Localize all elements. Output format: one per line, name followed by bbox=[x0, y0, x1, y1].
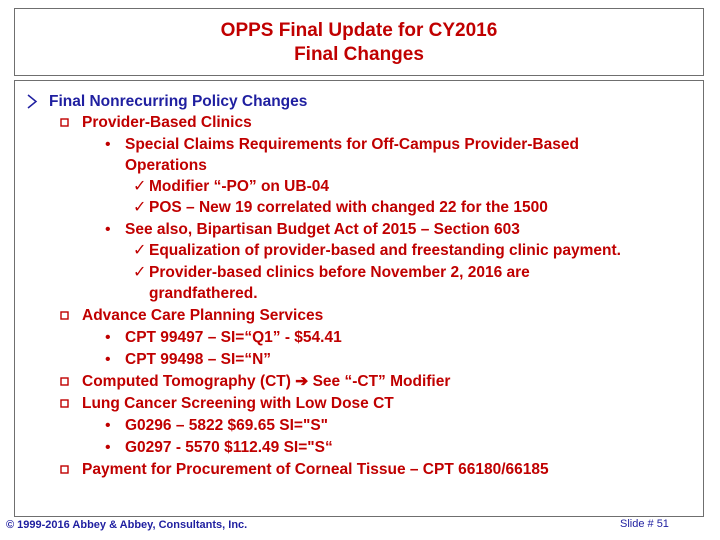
check-equalization bbox=[15, 240, 703, 261]
cpt-99497-text: CPT 99497 – SI=“Q1” - $54.41 bbox=[125, 329, 342, 346]
square-bullet-icon bbox=[60, 459, 70, 488]
check-grandfathered-text-line2: grandfathered. bbox=[149, 285, 258, 302]
advance-care-text: Advance Care Planning Services bbox=[82, 307, 324, 324]
check-grandfathered bbox=[15, 262, 703, 283]
slide-number: Slide # 51 bbox=[620, 518, 669, 530]
cpt-99498-text: CPT 99498 – SI=“N” bbox=[125, 351, 272, 368]
slide-content-box bbox=[14, 80, 704, 517]
round-bullet-icon: • bbox=[105, 329, 111, 346]
g0296-text: G0296 – 5822 $69.65 SI="S" bbox=[125, 417, 329, 434]
checkmark-icon: ✓ bbox=[133, 199, 147, 216]
check-grandfathered-text: Provider-based clinics before November 2, 2016 are bbox=[149, 264, 530, 281]
heading-text: Final Nonrecurring Policy Changes bbox=[49, 93, 308, 110]
bullet-cpt-99498 bbox=[15, 349, 703, 370]
check-pos bbox=[15, 197, 703, 218]
special-claims-continuation bbox=[15, 155, 703, 176]
special-claims-text: Special Claims Requirements for Off-Campus Provider-Based bbox=[125, 136, 579, 153]
bullet-g0297 bbox=[15, 437, 703, 458]
lung-cancer-text: Lung Cancer Screening with Low Dose CT bbox=[82, 395, 394, 412]
bullet-special-claims bbox=[15, 134, 703, 155]
ct-label: Computed Tomography (CT) bbox=[82, 373, 291, 390]
bullet-lung-cancer bbox=[15, 393, 703, 414]
slide-title-box bbox=[14, 8, 704, 76]
round-bullet-icon: • bbox=[105, 439, 111, 456]
slide-title-line2: Final Changes bbox=[294, 44, 424, 65]
bullet-heading bbox=[15, 91, 703, 112]
ct-text bbox=[82, 371, 450, 392]
checkmark-icon: ✓ bbox=[133, 264, 147, 281]
corneal-text: Payment for Procurement of Corneal Tissue – CPT 66180/66185 bbox=[82, 461, 549, 478]
bullet-provider-based bbox=[15, 112, 703, 133]
provider-based-text: Provider-Based Clinics bbox=[82, 114, 252, 131]
budget-act-text: See also, Bipartisan Budget Act of 2015 – Section 603 bbox=[125, 221, 520, 238]
right-arrow-icon: ➔ bbox=[295, 373, 309, 390]
checkmark-icon: ✓ bbox=[133, 242, 147, 259]
check-grandfathered-continuation bbox=[15, 283, 703, 304]
check-equalization-text: Equalization of provider-based and freestanding clinic payment. bbox=[149, 242, 621, 259]
check-modifier-po-text: Modifier “-PO” on UB-04 bbox=[149, 178, 329, 195]
round-bullet-icon: • bbox=[105, 351, 111, 368]
round-bullet-icon: • bbox=[105, 221, 111, 238]
check-pos-text: POS – New 19 correlated with changed 22 for the 1500 bbox=[149, 199, 548, 216]
special-claims-text-line2: Operations bbox=[125, 157, 207, 174]
bullet-g0296 bbox=[15, 415, 703, 436]
ct-see-modifier: See “-CT” Modifier bbox=[312, 373, 451, 390]
copyright-footer: © 1999-2016 Abbey & Abbey, Consultants, Inc. bbox=[6, 519, 248, 531]
check-modifier-po bbox=[15, 176, 703, 197]
bullet-corneal bbox=[15, 459, 703, 480]
bullet-advance-care bbox=[15, 305, 703, 326]
round-bullet-icon: • bbox=[105, 417, 111, 434]
round-bullet-icon: • bbox=[105, 136, 111, 153]
bullet-budget-act bbox=[15, 219, 703, 240]
bullet-ct bbox=[15, 371, 703, 392]
g0297-text: G0297 - 5570 $112.49 SI="S“ bbox=[125, 439, 333, 456]
bullet-cpt-99497 bbox=[15, 327, 703, 348]
slide-title-line1: OPPS Final Update for CY2016 bbox=[220, 20, 498, 41]
checkmark-icon: ✓ bbox=[133, 178, 147, 195]
